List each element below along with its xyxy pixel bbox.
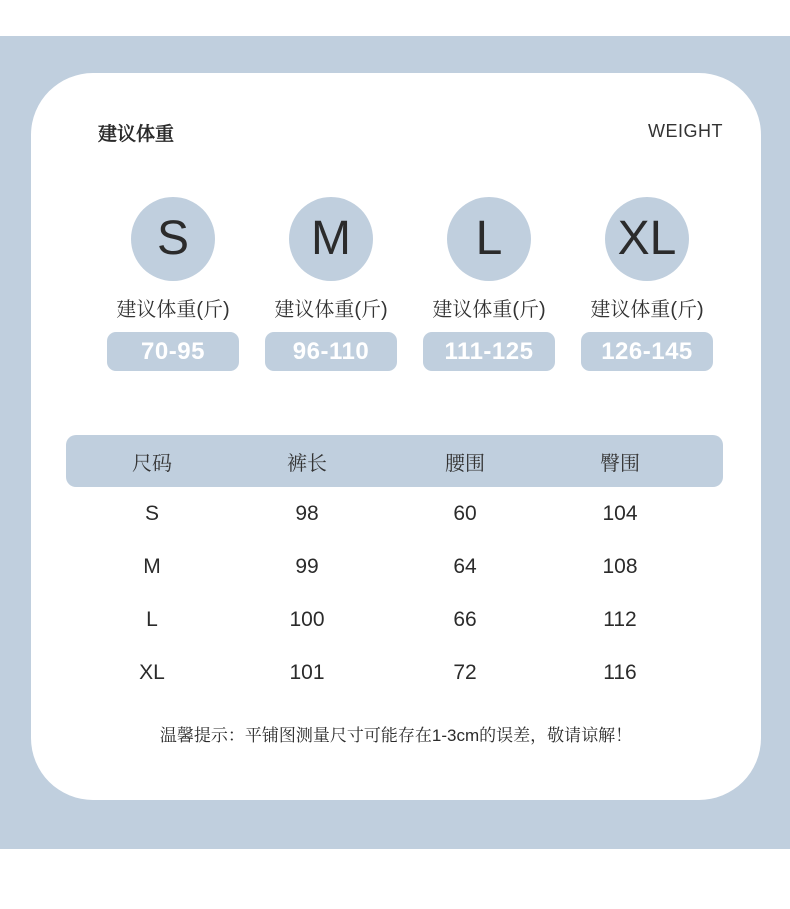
cell-length: 99 (295, 554, 319, 578)
cell-hip: 116 (603, 660, 637, 684)
size-circle: S (131, 197, 215, 281)
header-length: 裤长 (287, 452, 327, 475)
cell-length: 101 (289, 660, 325, 684)
size-circle: XL (605, 197, 689, 281)
cell-size: XL (139, 660, 165, 684)
cell-hip: 108 (602, 554, 638, 578)
header-size: 尺码 (132, 452, 172, 475)
weight-label: 建议体重(斤) (274, 299, 388, 321)
size-card (31, 73, 761, 800)
cell-waist: 64 (453, 554, 477, 578)
weight-range-badge: 70-95 (107, 332, 239, 371)
cell-size: M (143, 554, 161, 578)
table-row (66, 646, 723, 699)
table-header (66, 435, 723, 487)
cell-length: 100 (289, 607, 325, 631)
weight-range-badge: 111-125 (423, 332, 555, 371)
header-waist: 腰围 (445, 452, 485, 475)
cell-size: S (144, 501, 159, 525)
title-weight-cn: 建议体重 (98, 124, 175, 145)
size-option-l (409, 197, 569, 371)
weight-label: 建议体重(斤) (432, 299, 546, 321)
weight-range-badge: 96-110 (265, 332, 397, 371)
measurement-notice: 温馨提示：平铺图测量尺寸可能存在1-3cm的误差，敬请谅解！ (159, 726, 633, 745)
size-option-m (251, 197, 411, 371)
cell-hip: 104 (602, 501, 638, 525)
table-row (66, 540, 723, 593)
weight-label: 建议体重(斤) (116, 299, 230, 321)
cell-waist: 60 (453, 501, 477, 525)
cell-hip: 112 (603, 607, 637, 631)
cell-waist: 66 (453, 607, 477, 631)
header-hip: 臀围 (600, 452, 640, 475)
size-option-s (93, 197, 253, 371)
cell-size: L (146, 607, 158, 631)
size-option-xl (567, 197, 727, 371)
size-table (66, 435, 723, 699)
cell-length: 98 (295, 501, 319, 525)
weight-label: 建议体重(斤) (590, 299, 704, 321)
weight-range-badge: 126-145 (581, 332, 713, 371)
table-row (66, 593, 723, 646)
size-circle: M (289, 197, 373, 281)
size-circle: L (447, 197, 531, 281)
title-weight-en: WEIGHT (648, 121, 723, 141)
table-row (66, 487, 723, 540)
cell-waist: 72 (453, 660, 477, 684)
